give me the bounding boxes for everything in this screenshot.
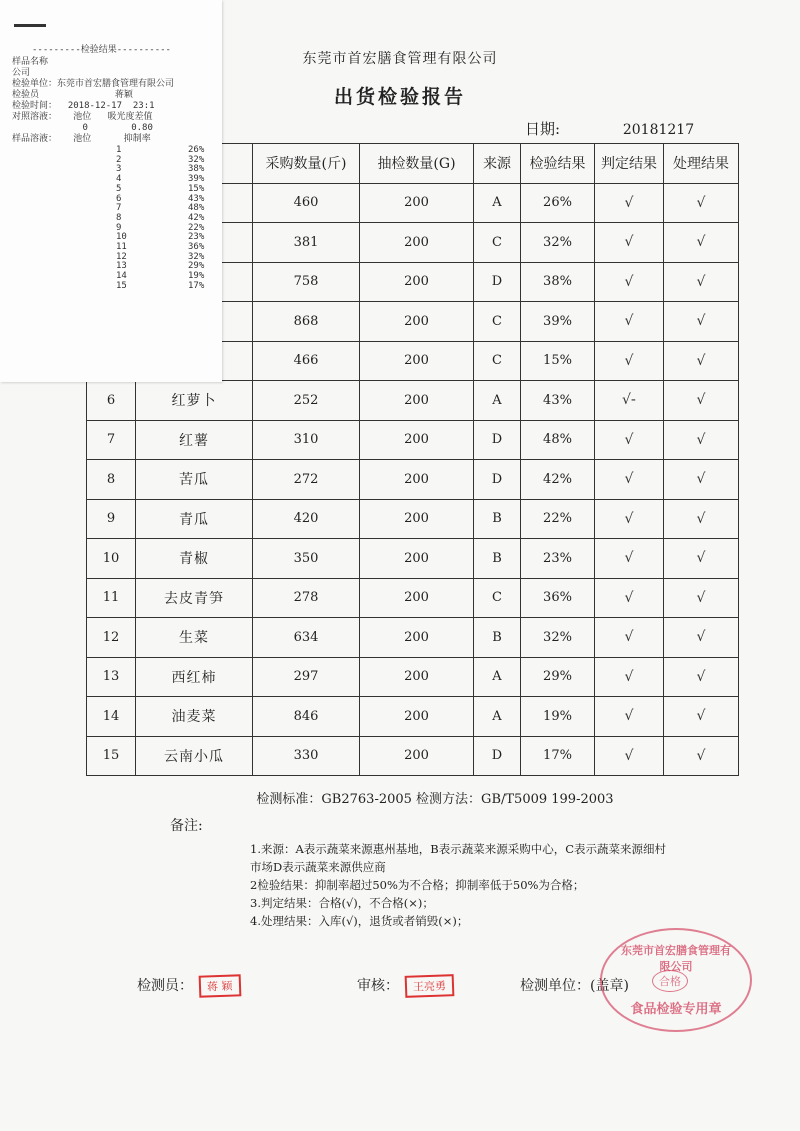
sample-qty: 200 (360, 736, 474, 776)
receipt-rate: 38% (188, 164, 205, 175)
purchase-qty: 330 (253, 736, 360, 776)
vegetable-name: 西红柿 (136, 657, 253, 697)
col-header-source: 来源 (474, 144, 521, 184)
test-result: 36% (521, 578, 595, 618)
reviewer-stamp: 王亮勇 (405, 974, 455, 998)
sample-qty: 200 (360, 381, 474, 421)
test-result: 15% (521, 341, 595, 381)
judge-result: √ (595, 736, 664, 776)
remarks-label: 备注: (170, 818, 203, 834)
vegetable-name: 青椒 (136, 539, 253, 579)
handle-result: √ (664, 460, 739, 500)
table-row (87, 381, 739, 421)
test-standard: 检测标准：GB2763-2005 检测方法：GB/T5009 199-2003 (256, 792, 614, 807)
source: A (474, 657, 521, 697)
source: C (474, 223, 521, 263)
row-number: 10 (87, 539, 136, 579)
handle-result: √ (664, 302, 739, 342)
test-result: 26% (521, 183, 595, 223)
handle-result: √ (664, 736, 739, 776)
sample-qty: 200 (360, 618, 474, 658)
report-date (525, 118, 694, 139)
row-number: 8 (87, 460, 136, 500)
receipt-rate: 29% (188, 261, 205, 272)
seal-purpose: 食品检验专用章 (630, 1002, 722, 1017)
receipt-pos: 12 (116, 251, 127, 262)
row-number: 15 (87, 736, 136, 776)
note-line: 2检验结果：抑制率超过50%为不合格；抑制率低于50%为合格； (250, 878, 585, 892)
source: C (474, 341, 521, 381)
table-row (87, 736, 739, 776)
receipt-pos: 4 (116, 174, 122, 185)
receipt-rate: 17% (188, 280, 205, 291)
source: B (474, 499, 521, 539)
receipt-control-values: 0 0.80 (12, 123, 153, 133)
purchase-qty: 846 (253, 697, 360, 737)
row-number: 9 (87, 499, 136, 539)
receipt-rate: 22% (188, 222, 205, 233)
test-result: 48% (521, 420, 595, 460)
judge-result: √ (595, 302, 664, 342)
judge-result: √ (595, 539, 664, 579)
report-title: 出货检验报告 (333, 86, 466, 108)
receipt-rate: 15% (188, 183, 205, 194)
receipt-rate: 43% (188, 193, 205, 204)
judge-result: √ (595, 223, 664, 263)
source: C (474, 302, 521, 342)
table-row (87, 618, 739, 658)
receipt-rate: 39% (188, 174, 205, 185)
sample-qty: 200 (360, 657, 474, 697)
source: D (474, 460, 521, 500)
table-row (87, 697, 739, 737)
test-result: 39% (521, 302, 595, 342)
receipt-pos: 6 (116, 193, 122, 204)
purchase-qty: 868 (253, 302, 360, 342)
receipt-rate: 36% (188, 242, 205, 252)
receipt-pos: 3 (116, 164, 122, 175)
purchase-qty: 460 (253, 183, 360, 223)
purchase-qty: 297 (253, 657, 360, 697)
handle-result: √ (664, 420, 739, 460)
purchase-qty: 381 (253, 223, 360, 263)
date-value: 20181217 (622, 122, 695, 138)
official-seal (600, 928, 752, 1032)
seal-company: 东莞市首宏膳食管理有限公司 (621, 944, 731, 973)
unit-label: 检测单位： (520, 978, 590, 994)
receipt-pos: 8 (116, 212, 122, 223)
vegetable-name: 苦瓜 (136, 460, 253, 500)
handle-result: √ (664, 539, 739, 579)
handle-result: √ (664, 499, 739, 539)
row-number: 7 (87, 420, 136, 460)
vegetable-name: 去皮青笋 (136, 578, 253, 618)
table-row (87, 420, 739, 460)
receipt-pos: 9 (116, 222, 122, 233)
source: C (474, 578, 521, 618)
judge-result: √- (595, 381, 664, 421)
receipt-company: 公司 (12, 68, 31, 78)
purchase-qty: 350 (253, 539, 360, 579)
judge-result: √ (595, 262, 664, 302)
sample-qty: 200 (360, 262, 474, 302)
handle-result: √ (664, 697, 739, 737)
sample-qty: 200 (360, 341, 474, 381)
source: A (474, 697, 521, 737)
purchase-qty: 758 (253, 262, 360, 302)
handle-result: √ (664, 223, 739, 263)
inspector-signature (137, 975, 241, 997)
handle-result: √ (664, 262, 739, 302)
receipt-unit: 检验单位：东莞市首宏膳食管理有限公司 (12, 79, 175, 89)
source: A (474, 381, 521, 421)
sample-qty: 200 (360, 223, 474, 263)
judge-result: √ (595, 183, 664, 223)
vegetable-name: 油麦菜 (136, 697, 253, 737)
note-line: 市场D表示蔬菜来源供应商 (250, 860, 386, 874)
purchase-qty: 634 (253, 618, 360, 658)
test-result: 22% (521, 499, 595, 539)
handle-result: √ (664, 618, 739, 658)
reviewer-signature (357, 975, 454, 997)
receipt-heading: ---------检验结果---------- (32, 45, 171, 55)
judge-result: √ (595, 499, 664, 539)
receipt-control-label: 对照溶液： 池位 吸光度差值 (12, 112, 153, 122)
test-result: 17% (521, 736, 595, 776)
handle-result: √ (664, 183, 739, 223)
receipt-rate: 32% (188, 251, 205, 262)
receipt-rate: 42% (188, 212, 205, 223)
table-row (87, 578, 739, 618)
receipt-inspector: 检验员 蒋颖 (12, 90, 133, 100)
test-result: 23% (521, 539, 595, 579)
vegetable-name: 红薯 (136, 420, 253, 460)
table-row (87, 460, 739, 500)
sample-qty: 200 (360, 420, 474, 460)
date-label: 日期: (525, 120, 561, 138)
judge-result: √ (595, 341, 664, 381)
receipt-pos: 13 (116, 261, 127, 272)
judge-result: √ (595, 618, 664, 658)
seal-pass-mark: 合格 (652, 970, 688, 992)
source: B (474, 618, 521, 658)
note-line: 3.判定结果：合格(√)，不合格(×)； (250, 896, 434, 910)
reviewer-label: 审核： (357, 978, 399, 994)
vegetable-name: 生菜 (136, 618, 253, 658)
inspector-stamp: 蒋 颖 (199, 974, 241, 997)
col-header-handle: 处理结果 (664, 144, 739, 184)
test-receipt (0, 0, 222, 382)
test-result: 29% (521, 657, 595, 697)
judge-result: √ (595, 420, 664, 460)
sample-qty: 200 (360, 499, 474, 539)
receipt-time: 检验时间： 2018-12-17 23:1 (12, 101, 155, 111)
vegetable-name: 青瓜 (136, 499, 253, 539)
receipt-rate: 26% (188, 145, 205, 155)
handle-result: √ (664, 657, 739, 697)
test-result: 38% (521, 262, 595, 302)
purchase-qty: 466 (253, 341, 360, 381)
judge-result: √ (595, 460, 664, 500)
source: D (474, 262, 521, 302)
receipt-pos: 15 (116, 280, 127, 291)
test-result: 32% (521, 223, 595, 263)
judge-result: √ (595, 697, 664, 737)
receipt-sample-name: 样品名称 (12, 57, 49, 67)
test-result: 19% (521, 697, 595, 737)
judge-result: √ (595, 578, 664, 618)
receipt-rate: 19% (188, 271, 205, 282)
receipt-pos: 7 (116, 203, 122, 214)
purchase-qty: 420 (253, 499, 360, 539)
purchase-qty: 278 (253, 578, 360, 618)
sample-qty: 200 (360, 578, 474, 618)
vegetable-name: 红萝卜 (136, 381, 253, 421)
judge-result: √ (595, 657, 664, 697)
receipt-pos: 10 (116, 232, 127, 243)
receipt-rate: 23% (188, 232, 205, 243)
sample-qty: 200 (360, 460, 474, 500)
receipt-pos: 5 (116, 183, 122, 194)
row-number: 12 (87, 618, 136, 658)
receipt-pos: 14 (116, 271, 127, 282)
table-row (87, 539, 739, 579)
col-header-judge: 判定结果 (595, 144, 664, 184)
source: D (474, 420, 521, 460)
test-result: 43% (521, 381, 595, 421)
purchase-qty: 310 (253, 420, 360, 460)
source: D (474, 736, 521, 776)
remarks-notes (250, 840, 750, 930)
receipt-rate: 48% (188, 203, 205, 214)
source: B (474, 539, 521, 579)
col-header-result: 检验结果 (521, 144, 595, 184)
sample-qty: 200 (360, 183, 474, 223)
receipt-pos: 2 (116, 154, 122, 165)
table-row (87, 657, 739, 697)
note-line: 1.来源：A表示蔬菜来源惠州基地，B表示蔬菜来源采购中心，C表示蔬菜来源细村 (250, 842, 667, 856)
row-number: 14 (87, 697, 136, 737)
note-line: 4.处理结果：入库(√)，退货或者销毁(×)； (250, 914, 469, 928)
col-header-sample: 抽检数量(G) (360, 144, 474, 184)
purchase-qty: 272 (253, 460, 360, 500)
receipt-sample-label: 样品溶液： 池位 抑制率 (12, 134, 151, 144)
row-number: 11 (87, 578, 136, 618)
table-row (87, 499, 739, 539)
sample-qty: 200 (360, 697, 474, 737)
handle-result: √ (664, 341, 739, 381)
source: A (474, 183, 521, 223)
receipt-pos: 11 (116, 242, 127, 252)
inspector-label: 检测员： (137, 978, 193, 994)
row-number: 6 (87, 381, 136, 421)
handle-result: √ (664, 578, 739, 618)
sample-qty: 200 (360, 539, 474, 579)
purchase-qty: 252 (253, 381, 360, 421)
receipt-edge-mark (14, 24, 46, 27)
row-number: 13 (87, 657, 136, 697)
receipt-rate: 32% (188, 154, 205, 165)
sample-qty: 200 (360, 302, 474, 342)
test-result: 42% (521, 460, 595, 500)
unit-seal-text: (盖章) (590, 978, 629, 994)
receipt-pos: 1 (116, 145, 122, 155)
col-header-qty: 采购数量(斤) (253, 144, 360, 184)
company-name: 东莞市首宏膳食管理有限公司 (302, 51, 498, 67)
vegetable-name: 云南小瓜 (136, 736, 253, 776)
handle-result: √ (664, 381, 739, 421)
test-result: 32% (521, 618, 595, 658)
